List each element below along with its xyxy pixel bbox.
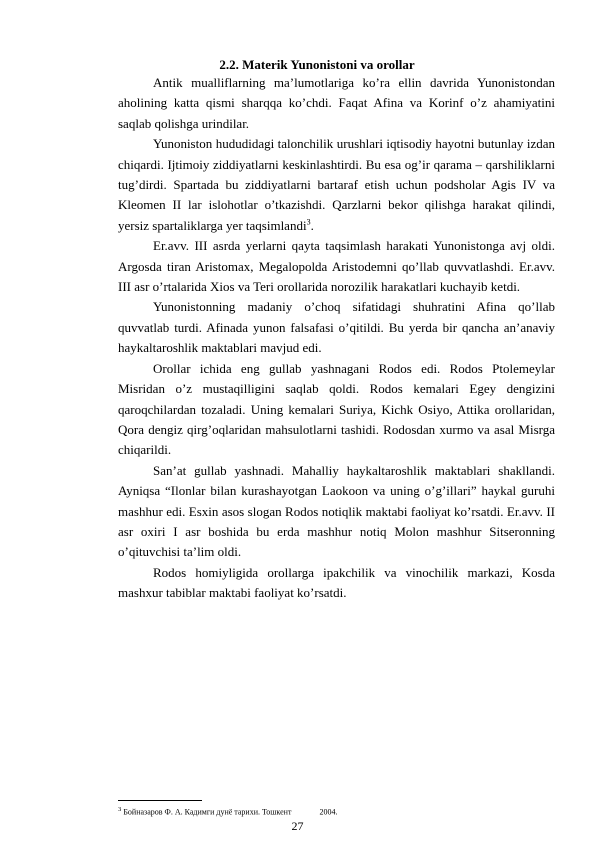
footnote-year: 2004. [319,807,338,817]
paragraph-3: Er.avv. III asrda yerlarni qayta taqsimlash harakati Yunonistonga avj oldi. Argosda tiran Aristomax, Megalopolda Aristodemni qo’llab quvvatlashdi. Er.avv. III asr o’rtalarida Xios va Teri orollarida norozilik harakatlari kuchayib ketdi. [118,238,555,295]
paragraph-6: San’at gullab yashnadi. Mahalliy haykaltaroshlik maktablari shakllandi. Ayniqsa “Ilonlar bilan kurashayotgan Laokoon va uning o’g’illari” haykal guruhi mashhur edi. Esxin asos slogan Rodos notiqlik maktabi faoliyat ko’rsatdi. Er.avv. II asr oxiri I asr boshida bu erda mashhur notiq Molon mashhur Sitseronning o’qituvchisi ta’lim oldi. [118,462,555,560]
footnote-reference-suffix: . [310,217,314,233]
paragraph-1: Antik mualliflarning ma’lumotlariga ko’ra ellin davrida Yunonistondan aholining katta qismi sharqqa ko’chdi. Faqat Afina va Korinf o’z ahamiyatini saqlab qolishga urindilar. [118,75,555,131]
page-number: 27 [291,819,304,833]
footnote-text: Бойназаров Ф. А. Кадимги дунё тарихи. Тошкент [123,807,292,817]
paragraph-5: Orollar ichida eng gullab yashnagani Rodos edi. Rodos Ptolemeylar Misridan o’z mustaqilligini saqlab qoldi. Rodos kemalari Egey dengizini qaroqchilardan tozaladi. Uning kemalari Suriya, Kichk Osiyo, Attika orollaridan, Qora dengiz qirg’oqlaridan mahsulotlarni tashidi. Rodosdan xurmo va asal Misrga chiqarildi. [118,360,555,458]
section-title: 2.2. Materik Yunonistoni va orollar [219,57,415,72]
footnote-reference[interactable]: 3 [306,217,311,227]
paragraph-2-text: Yunoniston hududidagi talonchilik urushlari iqtisodiy hayotni butunlay izdan chiqardi. Ijtimoiy ziddiyatlarni keskinlashtirdi. Bu esa og’ir qarama – qarshiliklarni tug’dirdi. Spartada bu ziddiyatlarni bartaraf etish uchun podsholar Agis IV va Kleomen II lar islohotlar o’tkazishdi. Qarzlarni bekor qilishga harakat qilindi, yersiz spartaliklarga yer taqsimlandi [118,136,555,233]
body-text [118,73,555,604]
paragraph-4: Yunonistonning madaniy o’choq sifatidagi shuhratini Afina qo’llab quvvatlab turdi. Afinada yunon falsafasi o’qitildi. Bu yerda bir qancha an’anaviy haykaltaroshlik maktablari mavjud edi. [118,299,555,356]
footnote [118,805,555,818]
paragraph-7: Rodos homiyligida orollarga ipakchilik va vinochilik markazi, Kosda mashxur tabiblar maktabi faoliyat ko’rsatdi. [118,564,555,601]
footnote-marker: 3 [118,806,122,813]
footnote-separator [118,800,202,801]
paragraph-2 [118,134,555,236]
